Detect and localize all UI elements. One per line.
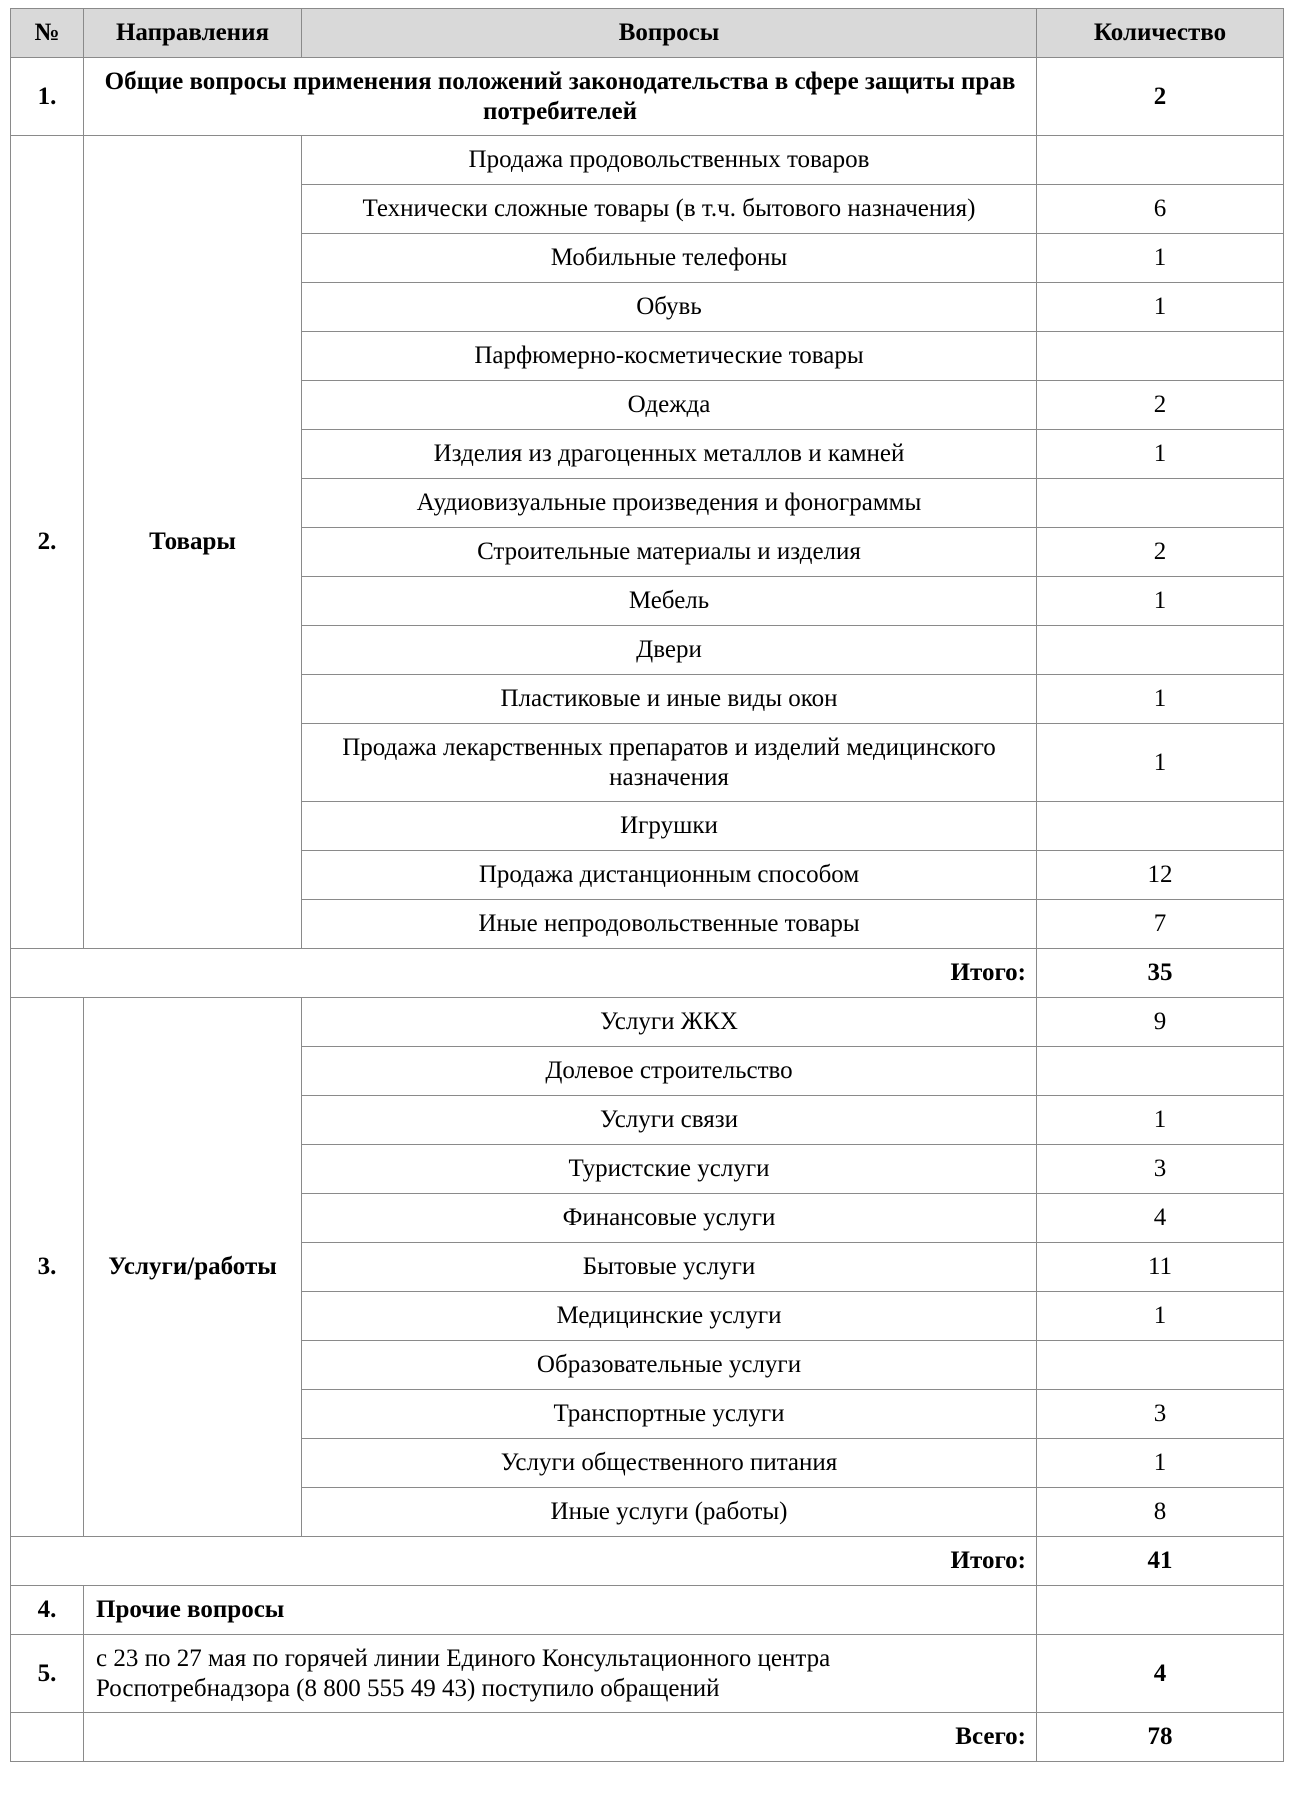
- question-cell: Строительные материалы и изделия: [302, 528, 1037, 577]
- other-questions-text: Прочие вопросы: [84, 1586, 1037, 1635]
- table-row: [11, 1635, 1284, 1713]
- question-cell: Двери: [302, 626, 1037, 675]
- question-cell: Обувь: [302, 283, 1037, 332]
- count-cell: 3: [1037, 1145, 1284, 1194]
- count-cell: 4: [1037, 1194, 1284, 1243]
- subtotal-label: Итого:: [11, 1537, 1037, 1586]
- services-label: Услуги/работы: [84, 998, 302, 1537]
- goods-label: Товары: [84, 136, 302, 949]
- row-count: 4: [1037, 1635, 1284, 1713]
- count-cell: 7: [1037, 900, 1284, 949]
- question-cell: Долевое строительство: [302, 1047, 1037, 1096]
- consumer-questions-table: [10, 8, 1284, 1762]
- grand-total-value: 78: [1037, 1713, 1284, 1762]
- header-questions: Вопросы: [302, 9, 1037, 58]
- count-cell: 2: [1037, 381, 1284, 430]
- count-cell: 1: [1037, 430, 1284, 479]
- count-cell: 6: [1037, 185, 1284, 234]
- question-cell: Бытовые услуги: [302, 1243, 1037, 1292]
- row-num: 5.: [11, 1635, 84, 1713]
- count-cell: 1: [1037, 1439, 1284, 1488]
- question-cell: Иные непродовольственные товары: [302, 900, 1037, 949]
- question-cell: Продажа продовольственных товаров: [302, 136, 1037, 185]
- count-cell: 12: [1037, 851, 1284, 900]
- count-cell: 1: [1037, 283, 1284, 332]
- count-cell: [1037, 1341, 1284, 1390]
- header-count: Количество: [1037, 9, 1284, 58]
- question-cell: Парфюмерно-косметические товары: [302, 332, 1037, 381]
- question-cell: Технически сложные товары (в т.ч. бытового назначения): [302, 185, 1037, 234]
- goods-num: 2.: [11, 136, 84, 949]
- grand-total-row: [11, 1713, 1284, 1762]
- count-cell: 1: [1037, 724, 1284, 802]
- subtotal-value: 41: [1037, 1537, 1284, 1586]
- question-cell: Игрушки: [302, 802, 1037, 851]
- services-num: 3.: [11, 998, 84, 1537]
- row-num: 1.: [11, 58, 84, 136]
- question-cell: Медицинские услуги: [302, 1292, 1037, 1341]
- question-cell: Услуги общественного питания: [302, 1439, 1037, 1488]
- question-cell: Продажа лекарственных препаратов и изделий медицинского назначения: [302, 724, 1037, 802]
- count-cell: 8: [1037, 1488, 1284, 1537]
- count-cell: 1: [1037, 234, 1284, 283]
- subtotal-label: Итого:: [11, 949, 1037, 998]
- count-cell: 1: [1037, 675, 1284, 724]
- grand-total-label: Всего:: [84, 1713, 1037, 1762]
- question-cell: Иные услуги (работы): [302, 1488, 1037, 1537]
- table-row: [11, 998, 1284, 1047]
- question-cell: Продажа дистанционным способом: [302, 851, 1037, 900]
- count-cell: [1037, 479, 1284, 528]
- question-cell: Услуги связи: [302, 1096, 1037, 1145]
- question-cell: Одежда: [302, 381, 1037, 430]
- subtotal-value: 35: [1037, 949, 1284, 998]
- count-cell: [1037, 1047, 1284, 1096]
- empty-cell: [11, 1713, 84, 1762]
- count-cell: 1: [1037, 577, 1284, 626]
- count-cell: 1: [1037, 1292, 1284, 1341]
- question-cell: Туристские услуги: [302, 1145, 1037, 1194]
- question-cell: Транспортные услуги: [302, 1390, 1037, 1439]
- subtotal-row: [11, 949, 1284, 998]
- question-cell: Финансовые услуги: [302, 1194, 1037, 1243]
- count-cell: [1037, 802, 1284, 851]
- question-cell: Мобильные телефоны: [302, 234, 1037, 283]
- question-cell: Изделия из драгоценных металлов и камней: [302, 430, 1037, 479]
- row-count: [1037, 1586, 1284, 1635]
- count-cell: [1037, 332, 1284, 381]
- question-cell: Пластиковые и иные виды окон: [302, 675, 1037, 724]
- question-cell: Мебель: [302, 577, 1037, 626]
- count-cell: 11: [1037, 1243, 1284, 1292]
- row-num: 4.: [11, 1586, 84, 1635]
- count-cell: [1037, 626, 1284, 675]
- subtotal-row: [11, 1537, 1284, 1586]
- count-cell: [1037, 136, 1284, 185]
- table-header-row: [11, 9, 1284, 58]
- count-cell: 3: [1037, 1390, 1284, 1439]
- table-row: [11, 1586, 1284, 1635]
- table-row: [11, 58, 1284, 136]
- hotline-text: с 23 по 27 мая по горячей линии Единого Консультационного центра Роспотребнадзора (8 800 555 49 43) поступило обращений: [84, 1635, 1037, 1713]
- header-direction: Направления: [84, 9, 302, 58]
- header-num: №: [11, 9, 84, 58]
- general-questions-text: Общие вопросы применения положений законодательства в сфере защиты прав потребителей: [84, 58, 1037, 136]
- count-cell: 2: [1037, 528, 1284, 577]
- count-cell: 1: [1037, 1096, 1284, 1145]
- question-cell: Аудиовизуальные произведения и фонограммы: [302, 479, 1037, 528]
- question-cell: Услуги ЖКХ: [302, 998, 1037, 1047]
- question-cell: Образовательные услуги: [302, 1341, 1037, 1390]
- count-cell: 9: [1037, 998, 1284, 1047]
- table-row: [11, 136, 1284, 185]
- row-count: 2: [1037, 58, 1284, 136]
